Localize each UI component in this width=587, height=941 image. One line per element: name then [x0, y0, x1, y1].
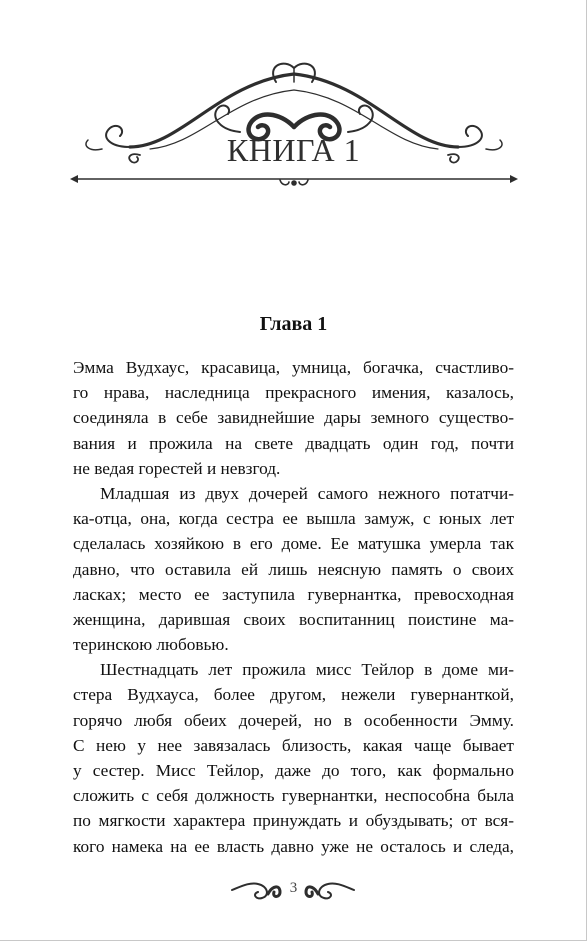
- header-ornament-icon: [70, 52, 518, 192]
- text-line: теринскою любовью.: [73, 635, 229, 655]
- chapter-body: [73, 355, 514, 859]
- text-line: вания и прожила на свете двадцать один год, почти: [73, 433, 514, 453]
- text-line: ласках; место ее заступила гувернантка, превосходная: [73, 584, 514, 604]
- text-line: ка-отца, она, когда сестра ее вышла замуж, с юных лет: [73, 509, 514, 529]
- text-line: го нрава, наследница прекрасного имения, казалось,: [73, 383, 514, 403]
- text-line: стера Вудхауса, более другом, нежели гувернанткой,: [73, 685, 514, 705]
- text-line: у сестер. Мисс Тейлор, даже до того, как формально: [73, 761, 514, 780]
- text-line: С нею у нее завязалась близость, какая чаще бывает: [73, 735, 514, 755]
- text-line: кого намека на ее власть давно уже не осталось и следа,: [73, 836, 514, 856]
- book-title: КНИГА 1: [226, 132, 361, 168]
- text-line: не ведая горестей и невзгод.: [73, 458, 281, 478]
- text-line: женщина, дарившая своих воспитанниц поистине ма-: [73, 609, 514, 629]
- text-line: Эмма Вудхаус, красавица, умница, богачка, счастливо-: [73, 358, 514, 377]
- text-line: Шестнадцать лет прожила мисс Тейлор в доме ми-: [100, 660, 514, 680]
- text-line: по мягкости характера принуждать и обуздывать; от вся-: [73, 811, 514, 831]
- text-line: горячо любя обеих дочерей, но в особенности Эмму.: [73, 710, 514, 730]
- paragraph-3: [73, 657, 514, 859]
- text-line: давно, что оставила ей лишь неясную память о своих: [73, 559, 514, 579]
- chapter-title: Глава 1: [259, 313, 328, 335]
- paragraph-1: [73, 355, 514, 481]
- text-line: соединяла в себе завиднейшие дары земного существо-: [73, 408, 514, 428]
- page-number: 3: [289, 880, 298, 896]
- paragraph-2: [73, 481, 514, 657]
- text-line: Младшая из двух дочерей самого нежного потатчи-: [100, 483, 514, 503]
- text-line: сделалась хозяйкою в его доме. Ее матушка умерла так: [73, 534, 514, 554]
- text-line: сложить с себя должность гувернантки, неспособна была: [73, 786, 514, 806]
